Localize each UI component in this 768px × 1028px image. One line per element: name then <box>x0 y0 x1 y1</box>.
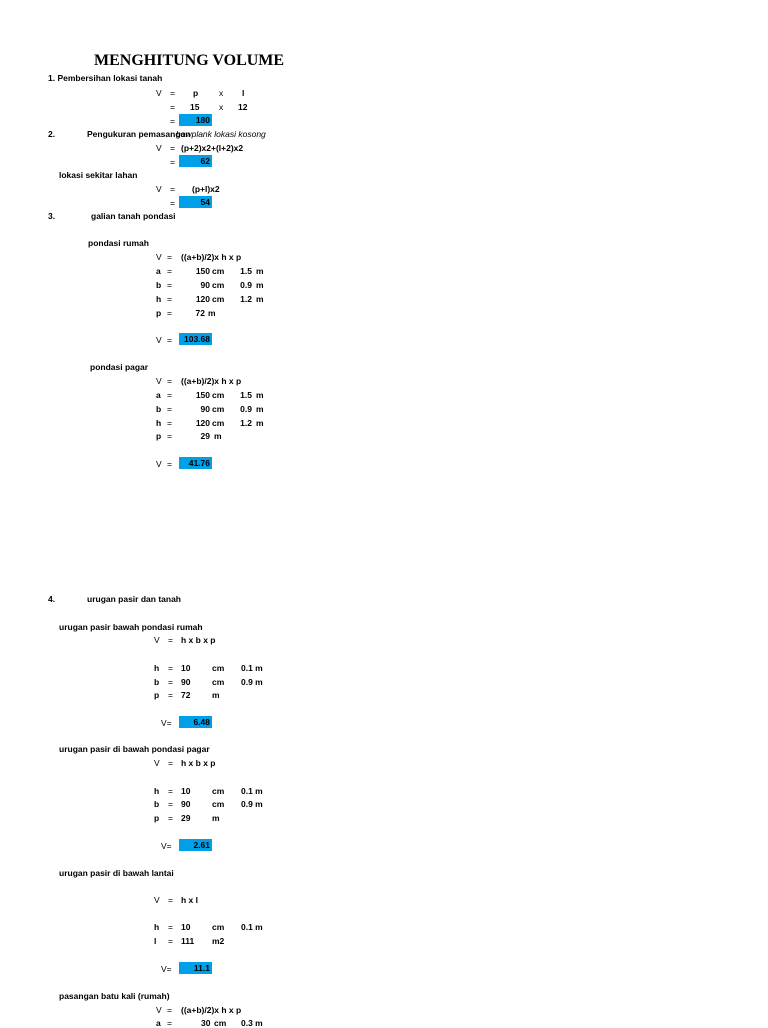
row-key: p <box>154 813 160 823</box>
row-value: 90 <box>200 404 210 414</box>
variable-v: V <box>154 895 160 905</box>
equals-sign: = <box>170 157 175 167</box>
formula: h x b x p <box>181 635 216 645</box>
equals-sign: = <box>167 252 172 262</box>
row-unit: cm <box>212 677 225 687</box>
row-meter-value: 1.2 <box>240 294 252 304</box>
equals-sign: = <box>167 418 172 428</box>
result-highlight: 6.48 <box>179 716 212 728</box>
sub-heading: pondasi rumah <box>88 238 149 248</box>
row-value: 10 <box>181 663 191 673</box>
equals-sign: = <box>167 376 172 386</box>
row-key: b <box>156 404 162 414</box>
equals-sign: = <box>168 813 173 823</box>
row-unit: cm <box>212 663 225 673</box>
row-key: b <box>154 677 160 687</box>
equals-sign: = <box>168 663 173 673</box>
result-highlight: 11.1 <box>179 962 212 974</box>
multiply-sign: x <box>219 102 224 112</box>
row-meter-value: 0.9 m <box>241 799 263 809</box>
row-meter-unit: m <box>256 404 264 414</box>
row-key: p <box>156 308 162 318</box>
row-meter-value: 0.3 m <box>241 1018 263 1028</box>
variable-v: V <box>156 1005 162 1015</box>
page-title: MENGHITUNG VOLUME <box>94 52 285 69</box>
equals-sign: = <box>167 431 172 441</box>
equals-sign: = <box>168 758 173 768</box>
row-unit: cm <box>212 280 225 290</box>
result-highlight: 54 <box>179 196 212 208</box>
equals-sign: = <box>168 936 173 946</box>
row-key: a <box>156 390 161 400</box>
result-highlight: 41.76 <box>179 457 212 469</box>
formula: h x l <box>181 895 199 905</box>
row-value: 90 <box>181 677 191 687</box>
variable-v: V <box>154 758 160 768</box>
row-value: 10 <box>181 786 191 796</box>
row-value: 90 <box>181 799 191 809</box>
row-meter-unit: m <box>256 294 264 304</box>
variable-v: V <box>156 143 162 153</box>
formula: ((a+b)/2)x h x p <box>181 376 242 386</box>
variable-v: V= <box>161 718 172 728</box>
row-meter-unit: m <box>256 390 264 400</box>
row-unit: cm <box>212 786 225 796</box>
row-key: h <box>156 418 162 428</box>
row-meter-value: 0.9 <box>240 404 252 414</box>
sub-heading: lokasi sekitar lahan <box>59 170 138 180</box>
variable-v: V= <box>161 841 172 851</box>
row-unit: m <box>212 690 220 700</box>
section-3-number: 3. <box>48 211 56 221</box>
row-unit: cm <box>212 404 225 414</box>
formula: h x b x p <box>181 758 216 768</box>
row-value: 150 <box>195 266 210 276</box>
section-3-heading: galian tanah pondasi <box>91 211 176 221</box>
result-highlight: 180 <box>179 114 212 126</box>
equals-sign: = <box>170 143 175 153</box>
variable-v: V <box>156 459 162 469</box>
var-l-label: l <box>242 88 245 98</box>
row-meter-value: 0.9 m <box>241 677 263 687</box>
equals-sign: = <box>167 266 172 276</box>
row-key: a <box>156 266 161 276</box>
row-unit: cm <box>212 294 225 304</box>
row-key: l <box>154 936 157 946</box>
row-key: p <box>154 690 160 700</box>
row-value: 29 <box>200 431 210 441</box>
row-meter-value: 0.1 m <box>241 922 263 932</box>
equals-sign: = <box>170 184 175 194</box>
row-unit: m <box>212 813 220 823</box>
equals-sign: = <box>167 308 172 318</box>
row-meter-value: 1.5 <box>240 390 252 400</box>
equals-sign: = <box>167 280 172 290</box>
row-value: 111 <box>181 936 195 946</box>
equals-sign: = <box>170 88 175 98</box>
row-key: a <box>156 1018 161 1028</box>
row-key: h <box>154 922 160 932</box>
section-1-heading: 1. Pembersihan lokasi tanah <box>48 73 163 83</box>
equals-sign: = <box>167 459 172 469</box>
row-unit: cm <box>212 266 225 276</box>
section-2-heading: Pengukuran pemasangan <box>87 129 191 139</box>
row-key: h <box>154 663 160 673</box>
equals-sign: = <box>170 102 175 112</box>
variable-v: V <box>156 88 162 98</box>
row-key: h <box>154 786 160 796</box>
equals-sign: = <box>168 635 173 645</box>
row-unit: cm <box>212 418 225 428</box>
section-4-heading: urugan pasir dan tanah <box>87 594 181 604</box>
multiply-sign: x <box>219 88 224 98</box>
row-key: h <box>156 294 162 304</box>
row-meter-value: 1.5 <box>240 266 252 276</box>
row-unit: cm <box>214 1018 227 1028</box>
row-meter-unit: m <box>256 418 264 428</box>
equals-sign: = <box>167 1018 172 1028</box>
equals-sign: = <box>167 294 172 304</box>
equals-sign: = <box>167 404 172 414</box>
var-p-label: p <box>193 88 199 98</box>
variable-v: V <box>156 376 162 386</box>
equals-sign: = <box>167 335 172 345</box>
row-value: 72 <box>195 308 205 318</box>
row-unit: m <box>214 431 222 441</box>
equals-sign: = <box>170 116 175 126</box>
variable-v: V= <box>161 964 172 974</box>
sub-heading: urugan pasir bawah pondasi rumah <box>59 622 203 632</box>
formula: (p+l)x2 <box>192 184 220 194</box>
section-4-number: 4. <box>48 594 56 604</box>
sub-heading: urugan pasir di bawah lantai <box>59 868 174 878</box>
row-value: 90 <box>200 280 210 290</box>
formula: (p+2)x2+(l+2)x2 <box>181 143 244 153</box>
formula: ((a+b)/2)x h x p <box>181 252 242 262</box>
equals-sign: = <box>168 677 173 687</box>
row-value: 120 <box>195 294 210 304</box>
row-meter-unit: m <box>256 280 264 290</box>
variable-v: V <box>156 335 162 345</box>
row-meter-value: 0.1 m <box>241 786 263 796</box>
sub-heading: pasangan batu kali (rumah) <box>59 991 170 1001</box>
section-2-heading-italic: bowplank lokasi kosong <box>176 129 266 139</box>
row-value: 72 <box>181 690 191 700</box>
value-p: 15 <box>190 102 200 112</box>
variable-v: V <box>154 635 160 645</box>
formula: ((a+b)/2)x h x p <box>181 1005 242 1015</box>
row-key: b <box>154 799 160 809</box>
row-key: b <box>156 280 162 290</box>
variable-v: V <box>156 184 162 194</box>
equals-sign: = <box>168 786 173 796</box>
section-2-number: 2. <box>48 129 56 139</box>
equals-sign: = <box>168 895 173 905</box>
equals-sign: = <box>168 799 173 809</box>
result-highlight: 62 <box>179 155 212 167</box>
result-highlight: 2.61 <box>179 839 212 851</box>
equals-sign: = <box>167 390 172 400</box>
row-meter-value: 0.1 m <box>241 663 263 673</box>
variable-v: V <box>156 252 162 262</box>
row-meter-value: 1.2 <box>240 418 252 428</box>
result-highlight: 103.68 <box>179 333 212 345</box>
equals-sign: = <box>167 1005 172 1015</box>
row-unit: cm <box>212 799 225 809</box>
row-unit: m <box>208 308 216 318</box>
row-value: 120 <box>195 418 210 428</box>
row-unit: cm <box>212 922 225 932</box>
row-value: 29 <box>181 813 191 823</box>
equals-sign: = <box>170 198 175 208</box>
row-meter-unit: m <box>256 266 264 276</box>
row-value: 30 <box>201 1018 211 1028</box>
row-value: 150 <box>195 390 210 400</box>
row-unit: m2 <box>212 936 225 946</box>
row-meter-value: 0.9 <box>240 280 252 290</box>
equals-sign: = <box>168 922 173 932</box>
value-l: 12 <box>238 102 248 112</box>
equals-sign: = <box>168 690 173 700</box>
sub-heading: urugan pasir di bawah pondasi pagar <box>59 744 210 754</box>
row-value: 10 <box>181 922 191 932</box>
row-unit: cm <box>212 390 225 400</box>
sub-heading: pondasi pagar <box>90 362 149 372</box>
row-key: p <box>156 431 162 441</box>
